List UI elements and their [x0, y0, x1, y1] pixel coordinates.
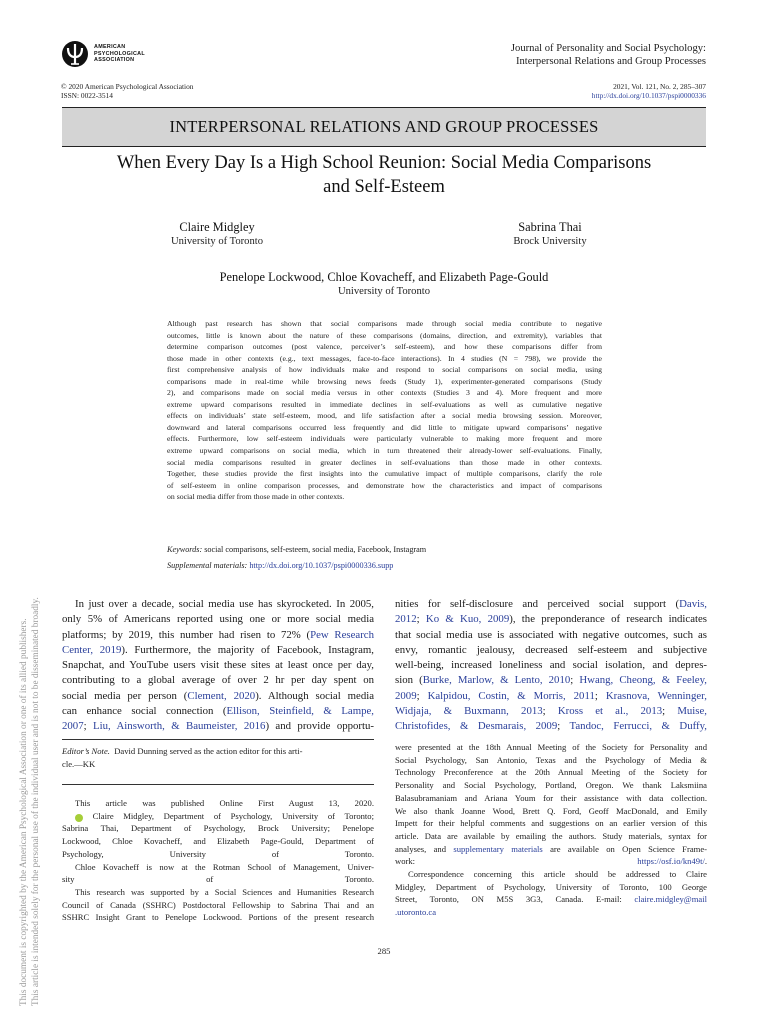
- citation-link[interactable]: claire.midgley@mail: [634, 894, 707, 905]
- citation-link[interactable]: Hwang, Cheong, & Feeley,: [579, 674, 707, 687]
- body-line: [395, 597, 707, 612]
- citation-link[interactable]: Kalpidou, Costin, & Morris, 2011: [427, 689, 595, 702]
- supplemental-link[interactable]: http://dx.doi.org/10.1037/pspi0000336.supp: [249, 561, 394, 570]
- copyright-line: © 2020 American Psychological Association: [61, 82, 194, 91]
- citation-link[interactable]: Widjaja, & Buxmann, 2013: [395, 705, 543, 718]
- body-line: [62, 689, 374, 704]
- author-notes-right: [395, 741, 707, 919]
- editor-note-text: cle.—KK: [62, 758, 96, 769]
- citation-link[interactable]: Davis,: [679, 598, 707, 610]
- citation-link[interactable]: 2012: [395, 613, 417, 626]
- keywords-text: social comparisons, self-esteem, social media, Facebook, Instagram: [204, 545, 427, 554]
- citation-link[interactable]: Tandoc, Ferrucci, & Duffy,: [569, 720, 708, 733]
- text-run: We also thank Joanne Wood, Brett Q. Ford, Geoff MacDonald, and Emily: [395, 805, 707, 816]
- text-run: Snapchat, and YouTube users visit these sites at least once per day,: [62, 659, 374, 672]
- note-line: [395, 805, 707, 818]
- body-line: [395, 704, 707, 719]
- keywords-label: Keywords:: [167, 545, 203, 554]
- orcid-icon[interactable]: iD: [75, 814, 83, 822]
- text-run: well-being, increased loneliness and social isolation, and depres-: [395, 659, 707, 672]
- body-line: [62, 673, 374, 688]
- abstract-line: Although past research has shown that social comparisons made through social media contribute to negative: [167, 319, 602, 328]
- text-run: sity of Toronto.: [62, 874, 374, 885]
- body-line: [62, 597, 374, 612]
- text-run: .: [704, 856, 707, 867]
- publisher-logo-text: AMERICAN PSYCHOLOGICAL ASSOCIATION: [94, 44, 145, 64]
- citation-link[interactable]: Center, 2019: [62, 643, 122, 656]
- note-line: [395, 906, 707, 919]
- abstract-line: effects on individuals’ state self-esteem, mood, and life satisfaction after a social media browsing session. Moreover,: [167, 411, 602, 421]
- editor-note-text: David Dunning served as the action editor for this arti-: [114, 746, 303, 756]
- abstract-line: 2), and comparisons made on social media versus in other contexts (Studies 3 and 4). More frequent and more: [167, 388, 602, 398]
- text-run: only 5% of Americans reported using one or more social media: [62, 613, 374, 626]
- note-line: [62, 873, 374, 886]
- text-run: envy, romantic jealousy, decreased self-esteem and subjective: [395, 643, 707, 656]
- text-run: ;: [83, 720, 93, 733]
- abstract-line: downward and lateral comparisons occurred less frequently and did little to mitigate upward comparisons’ negative: [167, 422, 602, 432]
- text-run: work:: [395, 856, 638, 867]
- text-run: ). Furthermore, the majority of Facebook, Instagram,: [121, 643, 374, 656]
- text-run: Claire Midgley, Department of Psychology, University of Toronto;: [92, 810, 374, 821]
- citation-link[interactable]: Muise,: [677, 705, 708, 718]
- body-line: [395, 628, 707, 643]
- text-run: ), the preponderance of research indicates: [509, 613, 708, 626]
- copyright-info: [61, 82, 193, 100]
- note-line: [395, 817, 707, 830]
- note-line: [395, 893, 707, 906]
- citation-link[interactable]: Krasnova, Wenninger,: [605, 689, 708, 702]
- citation-link[interactable]: 2007: [62, 720, 84, 733]
- abstract-line: extreme upward comparisons on social media, which in turn threatened their already-lower self-evaluations. Finally,: [167, 446, 602, 456]
- note-line: [62, 835, 374, 848]
- text-run: ;: [542, 705, 558, 718]
- text-run: Chloe Kovacheff is now at the Rotman School of Management, Univer-: [75, 861, 374, 872]
- note-line: [62, 810, 374, 823]
- author-block-group: [62, 270, 706, 298]
- issn-line: ISSN: 0022-3514: [61, 91, 113, 100]
- citation-line: 2021, Vol. 121, No. 2, 285–307: [613, 82, 706, 91]
- abstract: [167, 318, 602, 503]
- abstract-line: comparisons made in real-time while browsing news feeds (Study 1), experimenter-generated comparisons (Study: [167, 376, 602, 386]
- text-run: Midgley, Department of Psychology, University of Toronto, 100 George: [395, 881, 707, 892]
- body-line: [62, 643, 374, 658]
- text-run: ;: [416, 689, 428, 702]
- citation-link[interactable]: Burke, Marlow, & Lento, 2010: [422, 674, 571, 687]
- note-line: [395, 868, 707, 881]
- journal-name: Journal of Personality and Social Psychology: Interpersonal Relations and Group Processes: [510, 43, 706, 67]
- text-run: Street, Toronto, ON M5S 3G3, Canada. E-mail:: [395, 894, 635, 905]
- body-line: [395, 643, 707, 658]
- abstract-line: those made in other contexts (e.g., text messages, face-to-face interactions). In 4 studies (N = 798), we provide the: [167, 353, 602, 363]
- author-names: Penelope Lockwood, Chloe Kovacheff, and Elizabeth Page-Gould: [219, 270, 549, 284]
- page-number: 285: [377, 946, 391, 956]
- citation-link[interactable]: https://osf.io/kn49t/: [637, 856, 705, 867]
- text-run: Impett for their helpful comments and suggestions on an earlier version of this: [395, 818, 707, 829]
- supplemental-materials: [167, 560, 602, 571]
- text-run: Correspondence concerning this article should be addressed to Claire: [408, 869, 707, 880]
- body-line: [62, 612, 374, 627]
- body-line: [395, 719, 707, 734]
- note-line: [395, 766, 707, 779]
- note-line: [395, 779, 707, 792]
- citation-info: [592, 82, 706, 100]
- body-line: [62, 719, 374, 734]
- text-run: ;: [662, 705, 678, 718]
- note-line: [62, 797, 374, 810]
- note-line: [395, 754, 707, 767]
- author-block-2: [490, 220, 610, 248]
- text-run: are available on Open Science Frame-: [542, 843, 707, 854]
- abstract-line: on social media differ from those made in other contexts.: [167, 492, 345, 502]
- text-run: analyses, and: [395, 843, 454, 854]
- citation-link[interactable]: Ellison, Steinfield, & Lampe,: [226, 705, 374, 718]
- citation-link[interactable]: 2009: [395, 689, 417, 702]
- author-notes-left: [62, 797, 374, 924]
- abstract-line: effects. Furthermore, low self-esteem individuals were particularly vulnerable to making more frequent and more: [167, 434, 602, 444]
- abstract-line: outcomes, little is known about the nature of these comparisons (domains, direction, and extremity), variables that: [167, 330, 602, 340]
- note-line: [395, 741, 707, 754]
- text-run: sion (: [395, 674, 423, 687]
- body-line: [395, 658, 707, 673]
- citation-link[interactable]: supplementary materials: [453, 843, 543, 854]
- text-run: Council of Canada (SSHRC) Postdoctoral Fellowship to Sabrina Thai and an: [62, 899, 374, 910]
- text-run: ) and provide opportu-: [265, 720, 374, 733]
- author-name: Sabrina Thai: [518, 220, 582, 234]
- body-column-left: [62, 597, 374, 735]
- abstract-line: extreme upward comparisons resulted in immediate declines in self-evaluations as well as cumulative negative: [167, 399, 602, 409]
- body-column-right: [395, 597, 707, 735]
- note-line: [62, 886, 374, 899]
- note-line: [62, 861, 374, 874]
- note-line: [395, 843, 707, 856]
- text-run: Personality and Social Psychology, Portland, Oregon. We thank Laksmiina: [395, 780, 707, 791]
- citation-link[interactable]: Ko & Kuo, 2009: [425, 613, 510, 626]
- body-line: [62, 704, 374, 719]
- text-run: Psychology, University of Toronto.: [62, 848, 374, 859]
- text-run: ). Although social media: [255, 689, 375, 702]
- citation-link[interactable]: Pew Research: [310, 628, 374, 641]
- abstract-line: determine comparison outcomes (post valence, perceiver’s self-esteem), and how these comparisons differ from: [167, 342, 602, 352]
- text-run: social media per person (: [62, 689, 188, 702]
- note-line: [62, 822, 374, 835]
- text-run: nities for self-disclosure and perceived social support (: [395, 598, 680, 610]
- note-line: [395, 855, 707, 868]
- editor-note-label: Editor’s Note.: [62, 746, 110, 756]
- text-run: This article was published Online First August 13, 2020.: [75, 798, 374, 808]
- author-name: Claire Midgley: [179, 220, 255, 234]
- author-affiliation: Brock University: [513, 236, 587, 247]
- doi-link[interactable]: http://dx.doi.org/10.1037/pspi0000336: [591, 91, 706, 100]
- text-run: ;: [594, 689, 606, 702]
- author-block-1: [162, 220, 272, 248]
- note-line: [62, 911, 374, 924]
- body-line: [395, 673, 707, 688]
- section-heading: INTERPERSONAL RELATIONS AND GROUP PROCESSES: [62, 107, 706, 147]
- text-run: Social Psychology, San Antonio, Texas and the Psychology of Media &: [395, 754, 707, 765]
- abstract-line: Together, these studies provide the first insights into the cumulative impact of multiple comparisons, clarify the role: [167, 469, 602, 479]
- body-line: [395, 612, 707, 627]
- note-line: [395, 792, 707, 805]
- text-run: Technology Preconference at the 20th Annual Meeting of the Society for: [395, 767, 707, 778]
- text-run: ;: [557, 720, 570, 733]
- text-run: platforms; by 2019, this number had risen to 72% (: [62, 628, 311, 641]
- note-line: [62, 899, 374, 912]
- text-run: can enhance social connection (: [62, 705, 227, 718]
- citation-link[interactable]: Liu, Ainsworth, & Baumeister, 2016: [93, 720, 266, 733]
- text-run: SSHRC Insight Grant to Penelope Lockwood. Portions of the present research: [62, 912, 374, 923]
- text-run: Balasubramaniam and Ariana Youm for their assistance with data collection.: [395, 792, 707, 803]
- abstract-line: of self-esteem in online comparison processes, and demonstrate how the characteristics and impact of comparisons: [167, 480, 602, 490]
- copyright-watermark: This document is copyrighted by the American Psychological Association or one of its allied publishers. This article is intended solely for the personal use of the individual user and is not to be disseminated broadly.: [19, 597, 41, 1006]
- text-run: ;: [416, 613, 426, 626]
- abstract-line: first comprehensive analysis of how individuals make and respond to social comparisons on social media, using: [167, 365, 602, 375]
- text-run: In just over a decade, social media use has skyrocketed. In 2005,: [75, 598, 374, 610]
- editor-note: [62, 745, 374, 770]
- text-run: were presented at the 18th Annual Meeting of the Society for Personality and: [395, 742, 707, 752]
- text-run: Lockwood, Chloe Kovacheff, and Elizabeth Page-Gould, Department of: [62, 836, 374, 847]
- citation-link[interactable]: Clement, 2020: [187, 689, 256, 702]
- citation-link[interactable]: .utoronto.ca: [395, 907, 437, 918]
- note-line: [62, 848, 374, 861]
- citation-link[interactable]: Kross et al., 2013: [557, 705, 663, 718]
- text-run: ;: [570, 674, 580, 687]
- footnote-divider: [62, 739, 374, 740]
- text-run: This research was supported by a Social Sciences and Humanities Research: [75, 886, 374, 897]
- publisher-logo: [61, 40, 171, 68]
- body-line: [62, 658, 374, 673]
- author-affiliation: University of Toronto: [337, 286, 431, 297]
- author-affiliation: University of Toronto: [170, 236, 264, 247]
- article-title: When Every Day Is a High School Reunion: Social Media Comparisons and Self-Esteem: [116, 153, 652, 197]
- supplemental-label: Supplemental materials:: [167, 561, 248, 570]
- citation-link[interactable]: Christofides, & Desmarais, 2009: [395, 720, 558, 733]
- note-line: [395, 881, 707, 894]
- body-line: [62, 628, 374, 643]
- note-line: [395, 830, 707, 843]
- text-run: contributing to a global average of over 2 hr per day spent on: [62, 674, 374, 687]
- body-line: [395, 689, 707, 704]
- apa-psi-logo-icon: [61, 40, 89, 68]
- text-run: that social media use is associated with negative outcomes, such as: [395, 628, 707, 641]
- text-run: Sabrina Thai, Department of Psychology, Brock University; Penelope: [62, 823, 374, 834]
- footnote-divider: [62, 784, 374, 785]
- abstract-line: social media comparisons resulted in greater declines in self-evaluations than those made in other contexts.: [167, 457, 602, 467]
- text-run: article. Data are available by emailing the authors. Study materials, syntax for: [395, 830, 707, 841]
- keywords: [167, 544, 602, 555]
